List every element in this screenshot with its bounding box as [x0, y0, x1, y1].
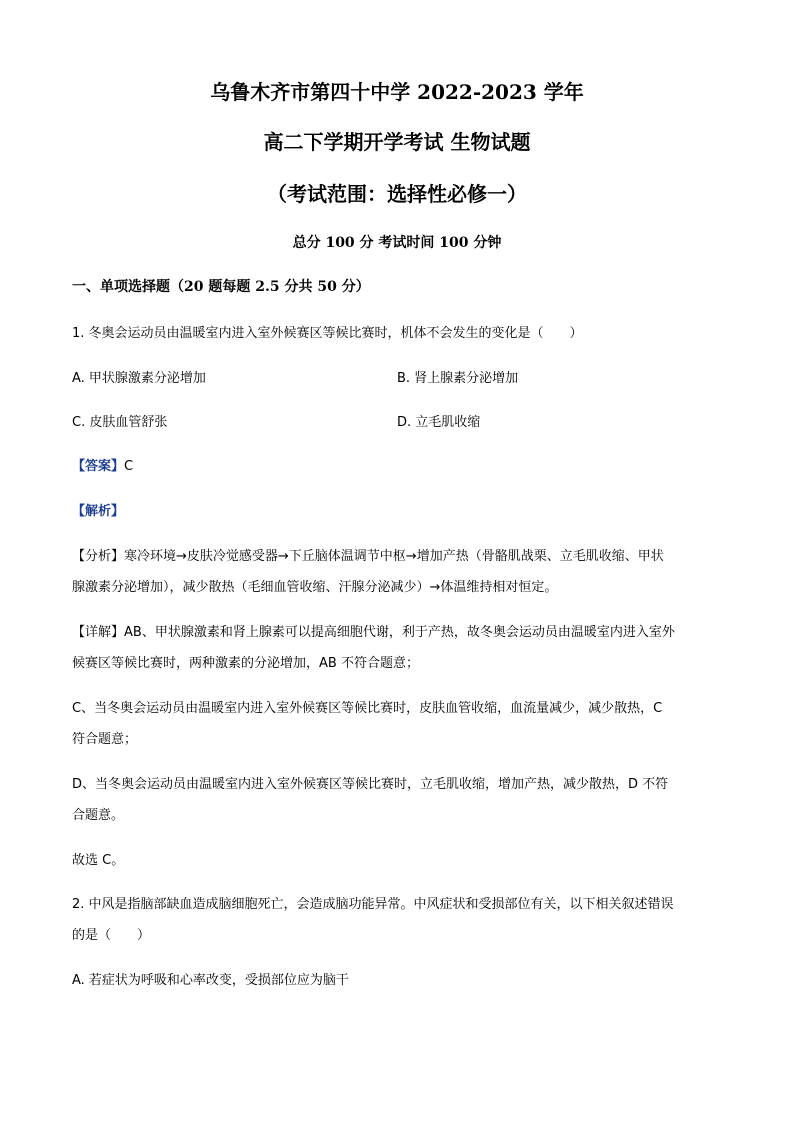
q1-option-c: C. 皮肤血管舒张: [72, 415, 168, 430]
q1-xiangjie-line-1: [72, 621, 675, 640]
q1-answer: [72, 455, 133, 474]
xiangjie-text-1: AB、甲状腺激素和肾上腺素可以提高细胞代谢，利于产热，故冬奥会运动员由温暖室内进入室外: [124, 625, 675, 640]
q1-d-line-2: 合题意。: [72, 808, 125, 823]
q1-d-line-1: D、当冬奥会运动员由温暖室内进入室外候赛区等候比赛时，立毛肌收缩，增加产热，减少散热，D 不符: [72, 777, 669, 792]
title-line-1: 乌鲁木齐市第四十中学 2022-2023 学年: [210, 80, 584, 104]
xiangjie-tag: 【详解】: [72, 625, 125, 640]
q1-c-line-2: 符合题意；: [72, 732, 138, 747]
q2-stem-line-1: 2. 中风是指脑部缺血造成脑细胞死亡，会造成脑功能异常。中风症状和受损部位有关，以下相关叙述错误: [72, 897, 674, 912]
q1-c-line-1: C、当冬奥会运动员由温暖室内进入室外候赛区等候比赛时，皮肤血管收缩，血流量减少，减少散热，C: [72, 701, 663, 716]
fenxi-tag: 【分析】: [72, 549, 125, 564]
q2-stem-line-2: 的是（ ）: [72, 928, 151, 943]
q1-fenxi-line-1: [72, 545, 664, 564]
answer-tag: 【答案】: [72, 459, 125, 474]
analysis-tag: 【解析】: [72, 504, 125, 519]
q2-option-a: A. 若症状为呼吸和心率改变，受损部位应为脑干: [72, 973, 349, 988]
q1-option-b: B. 肾上腺素分泌增加: [397, 371, 519, 386]
q1-analysis-heading: [72, 500, 124, 519]
section-heading: 一、单项选择题（20 题每题 2.5 分共 50 分）: [72, 279, 370, 295]
q1-fenxi-line-2: 腺激素分泌增加），减少散热（毛细血管收缩、汗腺分泌减少）→体温维持相对恒定。: [72, 580, 558, 595]
q1-xiangjie-line-2: 候赛区等候比赛时，两种激素的分泌增加，AB 不符合题意；: [72, 656, 419, 671]
exam-info: 总分 100 分 考试时间 100 分钟: [292, 235, 502, 251]
q1-conclusion: 故选 C。: [72, 853, 125, 868]
q1-option-d: D. 立毛肌收缩: [397, 415, 481, 430]
title-line-3: （考试范围：选择性必修一）: [267, 182, 527, 206]
answer-value: C: [124, 459, 134, 474]
q1-option-a: A. 甲状腺激素分泌增加: [72, 371, 206, 386]
q1-stem: 1. 冬奥会运动员由温暖室内进入室外候赛区等候比赛时，机体不会发生的变化是（ ）: [72, 326, 583, 341]
title-line-2: 高二下学期开学考试 生物试题: [263, 130, 531, 154]
fenxi-text-1: 寒冷环境→皮肤冷觉感受器→下丘脑体温调节中枢→增加产热（骨骼肌战栗、立毛肌收缩、甲状: [124, 549, 664, 564]
